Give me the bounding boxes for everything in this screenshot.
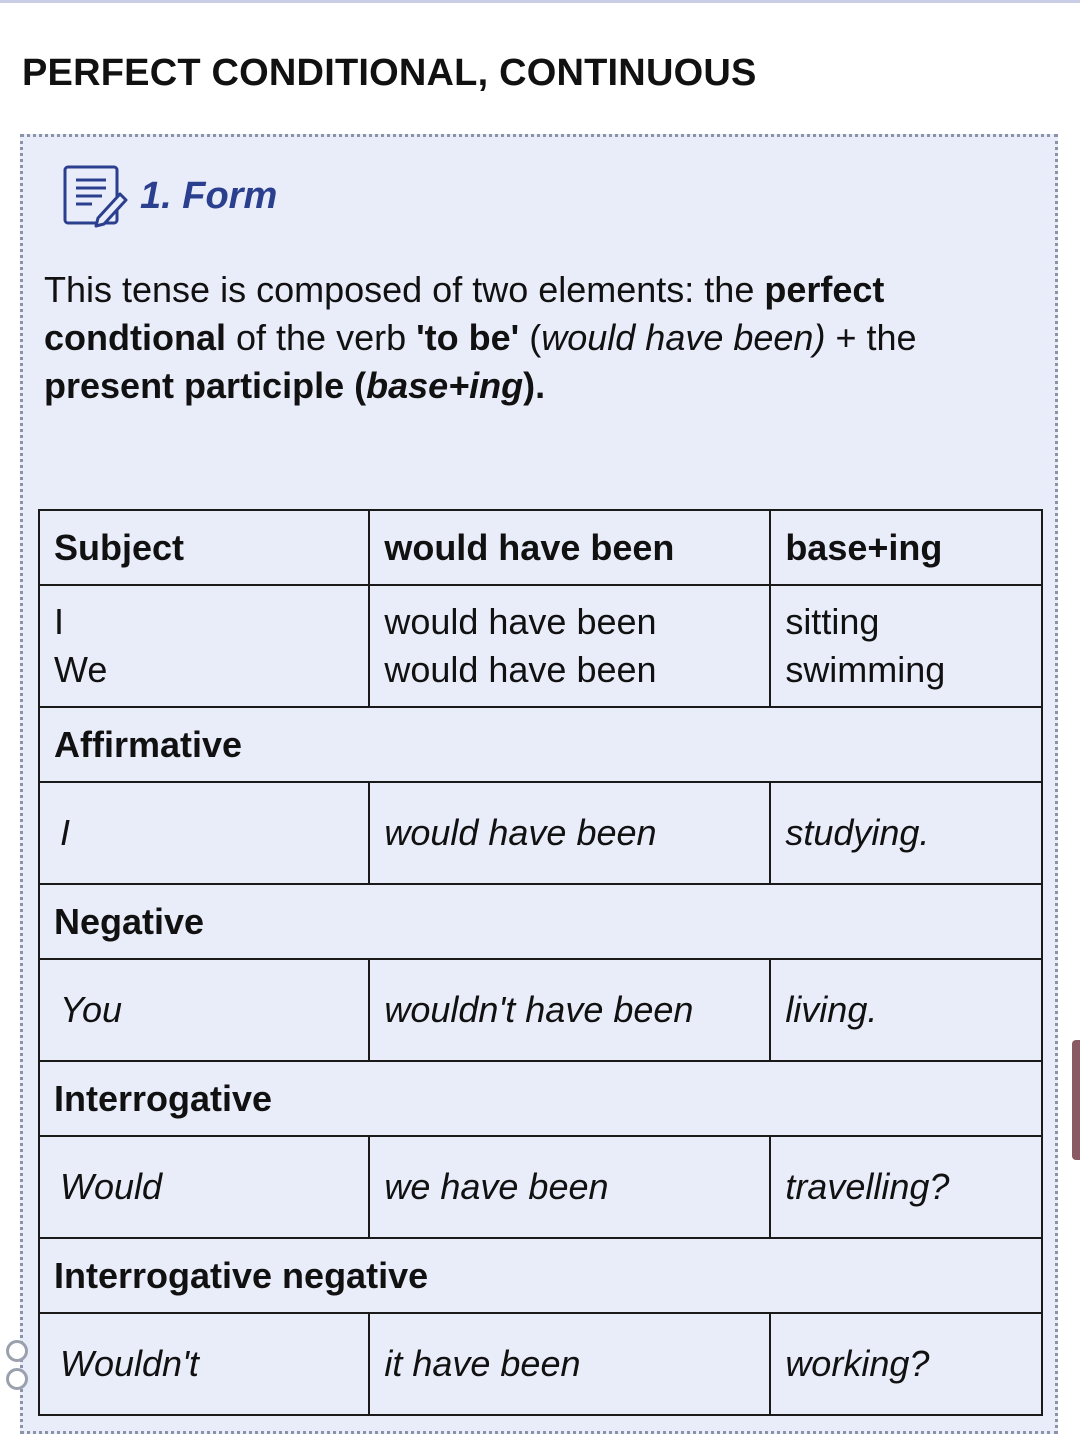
header-subject: Subject — [39, 510, 369, 585]
conjugation-table — [38, 509, 1043, 1416]
edit-document-icon — [62, 164, 128, 228]
example-subject: Wouldn't — [39, 1313, 369, 1415]
toolbar-dot-icon[interactable] — [6, 1368, 28, 1390]
example-subject: I — [39, 782, 369, 884]
intro-bold-4: ). — [523, 365, 546, 406]
example-subject: Would — [39, 1136, 369, 1238]
example-row-interrogative-negative — [39, 1313, 1042, 1415]
table-row-forms — [39, 585, 1042, 707]
intro-bold-2: 'to be' — [416, 317, 520, 358]
scroll-handle[interactable] — [1072, 1040, 1080, 1160]
floating-toolbar[interactable] — [6, 1340, 34, 1396]
example-row-interrogative — [39, 1136, 1042, 1238]
section-title: Interrogative — [39, 1061, 1042, 1136]
toolbar-dot-icon[interactable] — [6, 1340, 28, 1362]
intro-bold-italic-1: base+ing — [366, 365, 524, 406]
example-participle: travelling? — [770, 1136, 1042, 1238]
header-participle: base+ing — [770, 510, 1042, 585]
intro-bold-3: present participle ( — [44, 365, 367, 406]
intro-paragraph — [44, 266, 1004, 410]
example-auxiliary: it have been — [369, 1313, 770, 1415]
example-participle: living. — [770, 959, 1042, 1061]
table-header-row — [39, 510, 1042, 585]
example-participle: working? — [770, 1313, 1042, 1415]
example-auxiliary: would have been — [369, 782, 770, 884]
example-auxiliary: we have been — [369, 1136, 770, 1238]
example-row-negative — [39, 959, 1042, 1061]
header-auxiliary: would have been — [369, 510, 770, 585]
section-title: Negative — [39, 884, 1042, 959]
section-row-negative — [39, 884, 1042, 959]
form-heading — [62, 164, 277, 228]
forms-participles-cell — [770, 585, 1042, 707]
form-heading-label: 1. Form — [140, 174, 278, 217]
example-auxiliary: wouldn't have been — [369, 959, 770, 1061]
section-row-interrogative — [39, 1061, 1042, 1136]
forms-participle: sitting — [785, 601, 880, 642]
forms-participle: swimming — [785, 649, 946, 690]
forms-subject: I — [54, 601, 65, 642]
forms-auxiliary: would have been — [384, 649, 657, 690]
intro-text-1: This tense is composed of two elements: the — [44, 269, 765, 310]
intro-text-3: ( — [519, 317, 542, 358]
forms-auxiliary: would have been — [384, 601, 657, 642]
top-rule — [0, 0, 1080, 3]
example-subject: You — [39, 959, 369, 1061]
section-title: Affirmative — [39, 707, 1042, 782]
forms-auxiliaries-cell — [369, 585, 770, 707]
section-row-affirmative — [39, 707, 1042, 782]
intro-bold-1: perfect condtional — [44, 269, 885, 358]
example-participle: studying. — [770, 782, 1042, 884]
section-row-interrogative-negative — [39, 1238, 1042, 1313]
page-title: PERFECT CONDITIONAL, CONTINUOUS — [22, 52, 757, 94]
example-row-affirmative — [39, 782, 1042, 884]
forms-subjects-cell — [39, 585, 369, 707]
intro-text-4: + the — [825, 317, 917, 358]
intro-text-2: of the verb — [226, 317, 417, 358]
intro-italic-1: would have been) — [541, 317, 826, 358]
forms-subject: We — [54, 649, 108, 690]
section-title: Interrogative negative — [39, 1238, 1042, 1313]
